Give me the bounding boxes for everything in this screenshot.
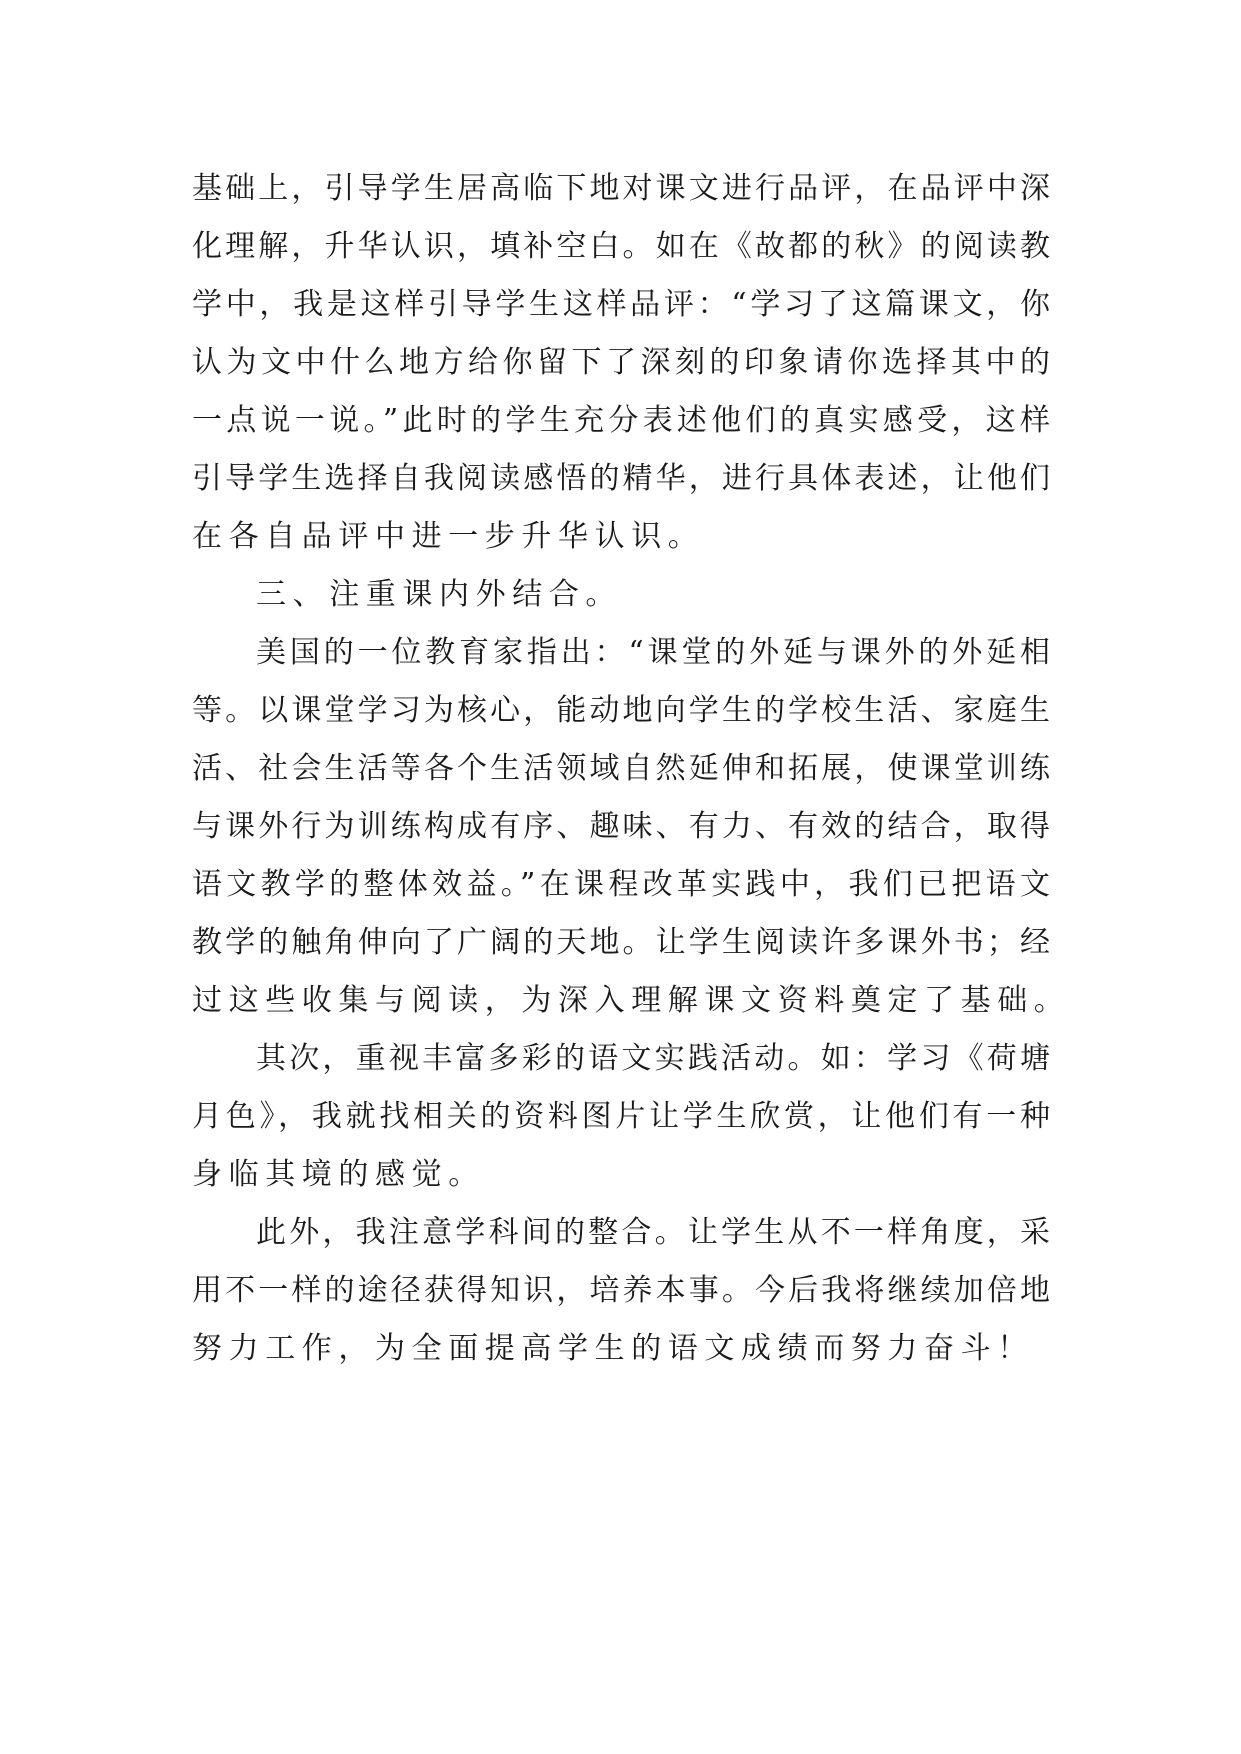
document-body — [192, 160, 1071, 1378]
text-line: 教学的触角伸向了广阔的天地。让学生阅读许多课外书；经 — [192, 925, 1050, 960]
text-line: 努力工作，为全面提高学生的语文成绩而努力奋斗！ — [192, 1331, 1034, 1366]
text-line: 引导学生选择自我阅读感悟的精华，进行具体表述，让他们 — [192, 461, 1050, 496]
text-line: 基础上，引导学生居高临下地对课文进行品评，在品评中深 — [192, 171, 1050, 206]
text-line: 一点说一说。”此时的学生充分表述他们的真实感受，这样 — [192, 403, 1050, 438]
text-line: 月色》，我就找相关的资料图片让学生欣赏，让他们有一种 — [192, 1099, 1050, 1134]
text-line: 语文教学的整体效益。”在课程改革实践中，我们已把语文 — [192, 867, 1050, 902]
text-line: 与课外行为训练构成有序、趣味、有力、有效的结合，取得 — [192, 809, 1050, 844]
text-line: 等。以课堂学习为核心，能动地向学生的学校生活、家庭生 — [192, 693, 1050, 728]
text-line: 美国的一位教育家指出：“课堂的外延与课外的外延相 — [256, 635, 1050, 670]
text-line: 学中，我是这样引导学生这样品评：“学习了这篇课文，你 — [192, 287, 1050, 322]
text-line: 此外，我注意学科间的整合。让学生从不一样角度，采 — [256, 1215, 1050, 1250]
text-line: 活、社会生活等各个生活领域自然延伸和拓展，使课堂训练 — [192, 751, 1050, 786]
text-line: 用不一样的途径获得知识，培养本事。今后我将继续加倍地 — [192, 1273, 1050, 1308]
text-line: 身临其境的感觉。 — [192, 1157, 485, 1192]
text-line: 化理解，升华认识，填补空白。如在《故都的秋》的阅读教 — [192, 229, 1050, 264]
text-line: 认为文中什么地方给你留下了深刻的印象请你选择其中的 — [192, 345, 1050, 380]
text-line: 过这些收集与阅读，为深入理解课文资料奠定了基础。 — [192, 983, 1071, 1018]
text-line: 其次，重视丰富多彩的语文实践活动。如：学习《荷塘 — [256, 1041, 1050, 1076]
section-heading: 三、注重课内外结合。 — [256, 577, 622, 612]
text-line: 在各自品评中进一步升华认识。 — [192, 519, 705, 554]
